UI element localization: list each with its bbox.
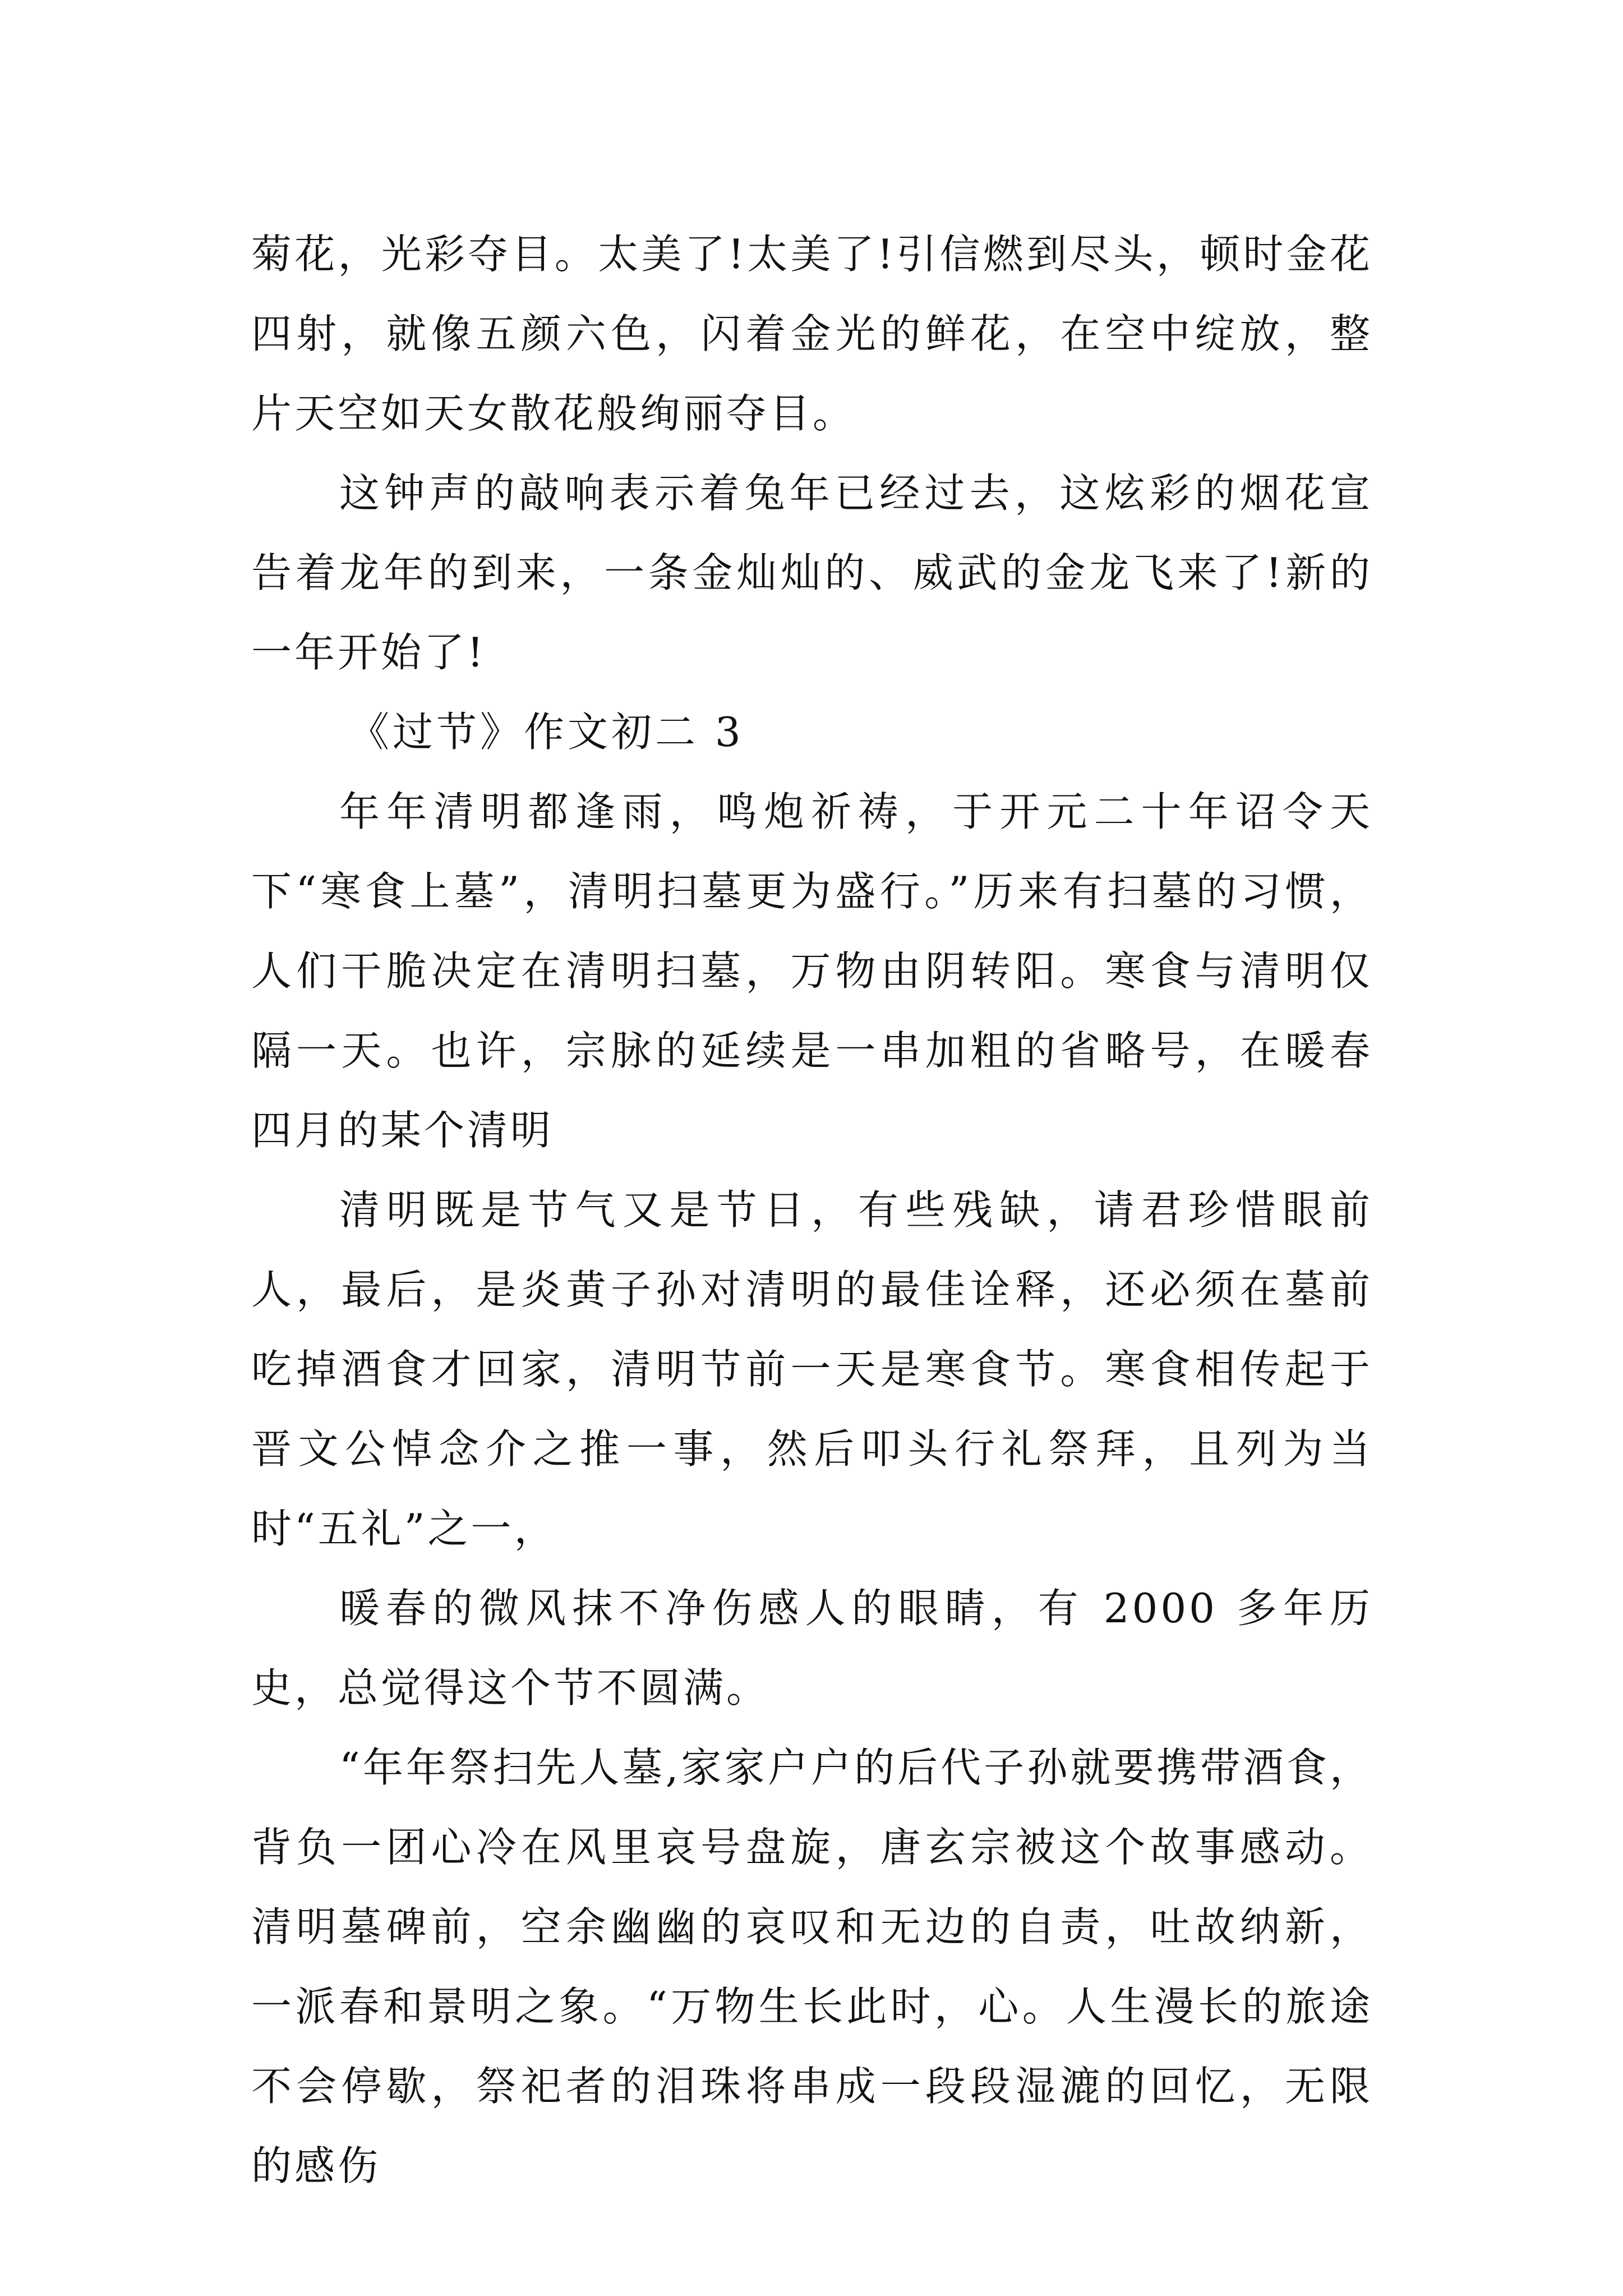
paragraph-spring-breeze: 暖春的微风抹不净伤感人的眼睛，有 2000 多年历史，总觉得这个节不圆满。: [251, 1585, 1373, 1711]
essay-heading: 《过节》作文初二 3: [349, 708, 744, 756]
paragraph-tomb-sweeping: “年年祭扫先人墓,家家户户的后代子孙就要携带酒食，背负一团心冷在风里哀号盘旋，唐玄宗被这个故事感动。清明墓碑前，空余幽幽的哀叹和无边的自责，吐故纳新，一派春和景明之象。“万物生长此时，心。人生漫长的旅途不会停歇，祭祀者的泪珠将串成一段段湿漉的回忆，无限的感伤: [251, 1744, 1373, 2189]
paragraph-fireworks: 菊花，光彩夺目。太美了!太美了!引信燃到尽头，顿时金花四射，就像五颜六色，闪着金光的鲜花，在空中绽放，整片天空如天女散花般绚丽夺目。: [251, 231, 1373, 437]
document-body: [251, 214, 1373, 2206]
paragraph-new-year: 这钟声的敲响表示着兔年已经过去，这炫彩的烟花宣告着龙年的到来，一条金灿灿的、威武的金龙飞来了!新的一年开始了!: [251, 470, 1373, 676]
paragraph-qingming-festival: 清明既是节气又是节日，有些残缺，请君珍惜眼前人，最后，是炎黄子孙对清明的最佳诠释，还必须在墓前吃掉酒食才回家，清明节前一天是寒食节。寒食相传起于晋文公悼念介之推一事，然后叩头行礼祭拜，且列为当时“五礼”之一，: [251, 1186, 1373, 1552]
paragraph-qingming-rain: 年年清明都逢雨，鸣炮祈祷，于开元二十年诏令天下“寒食上墓”，清明扫墓更为盛行。”历来有扫墓的习惯，人们干脆决定在清明扫墓，万物由阴转阳。寒食与清明仅隔一天。也许，宗脉的延续是一串加粗的省略号，在暖春四月的某个清明: [251, 788, 1373, 1154]
